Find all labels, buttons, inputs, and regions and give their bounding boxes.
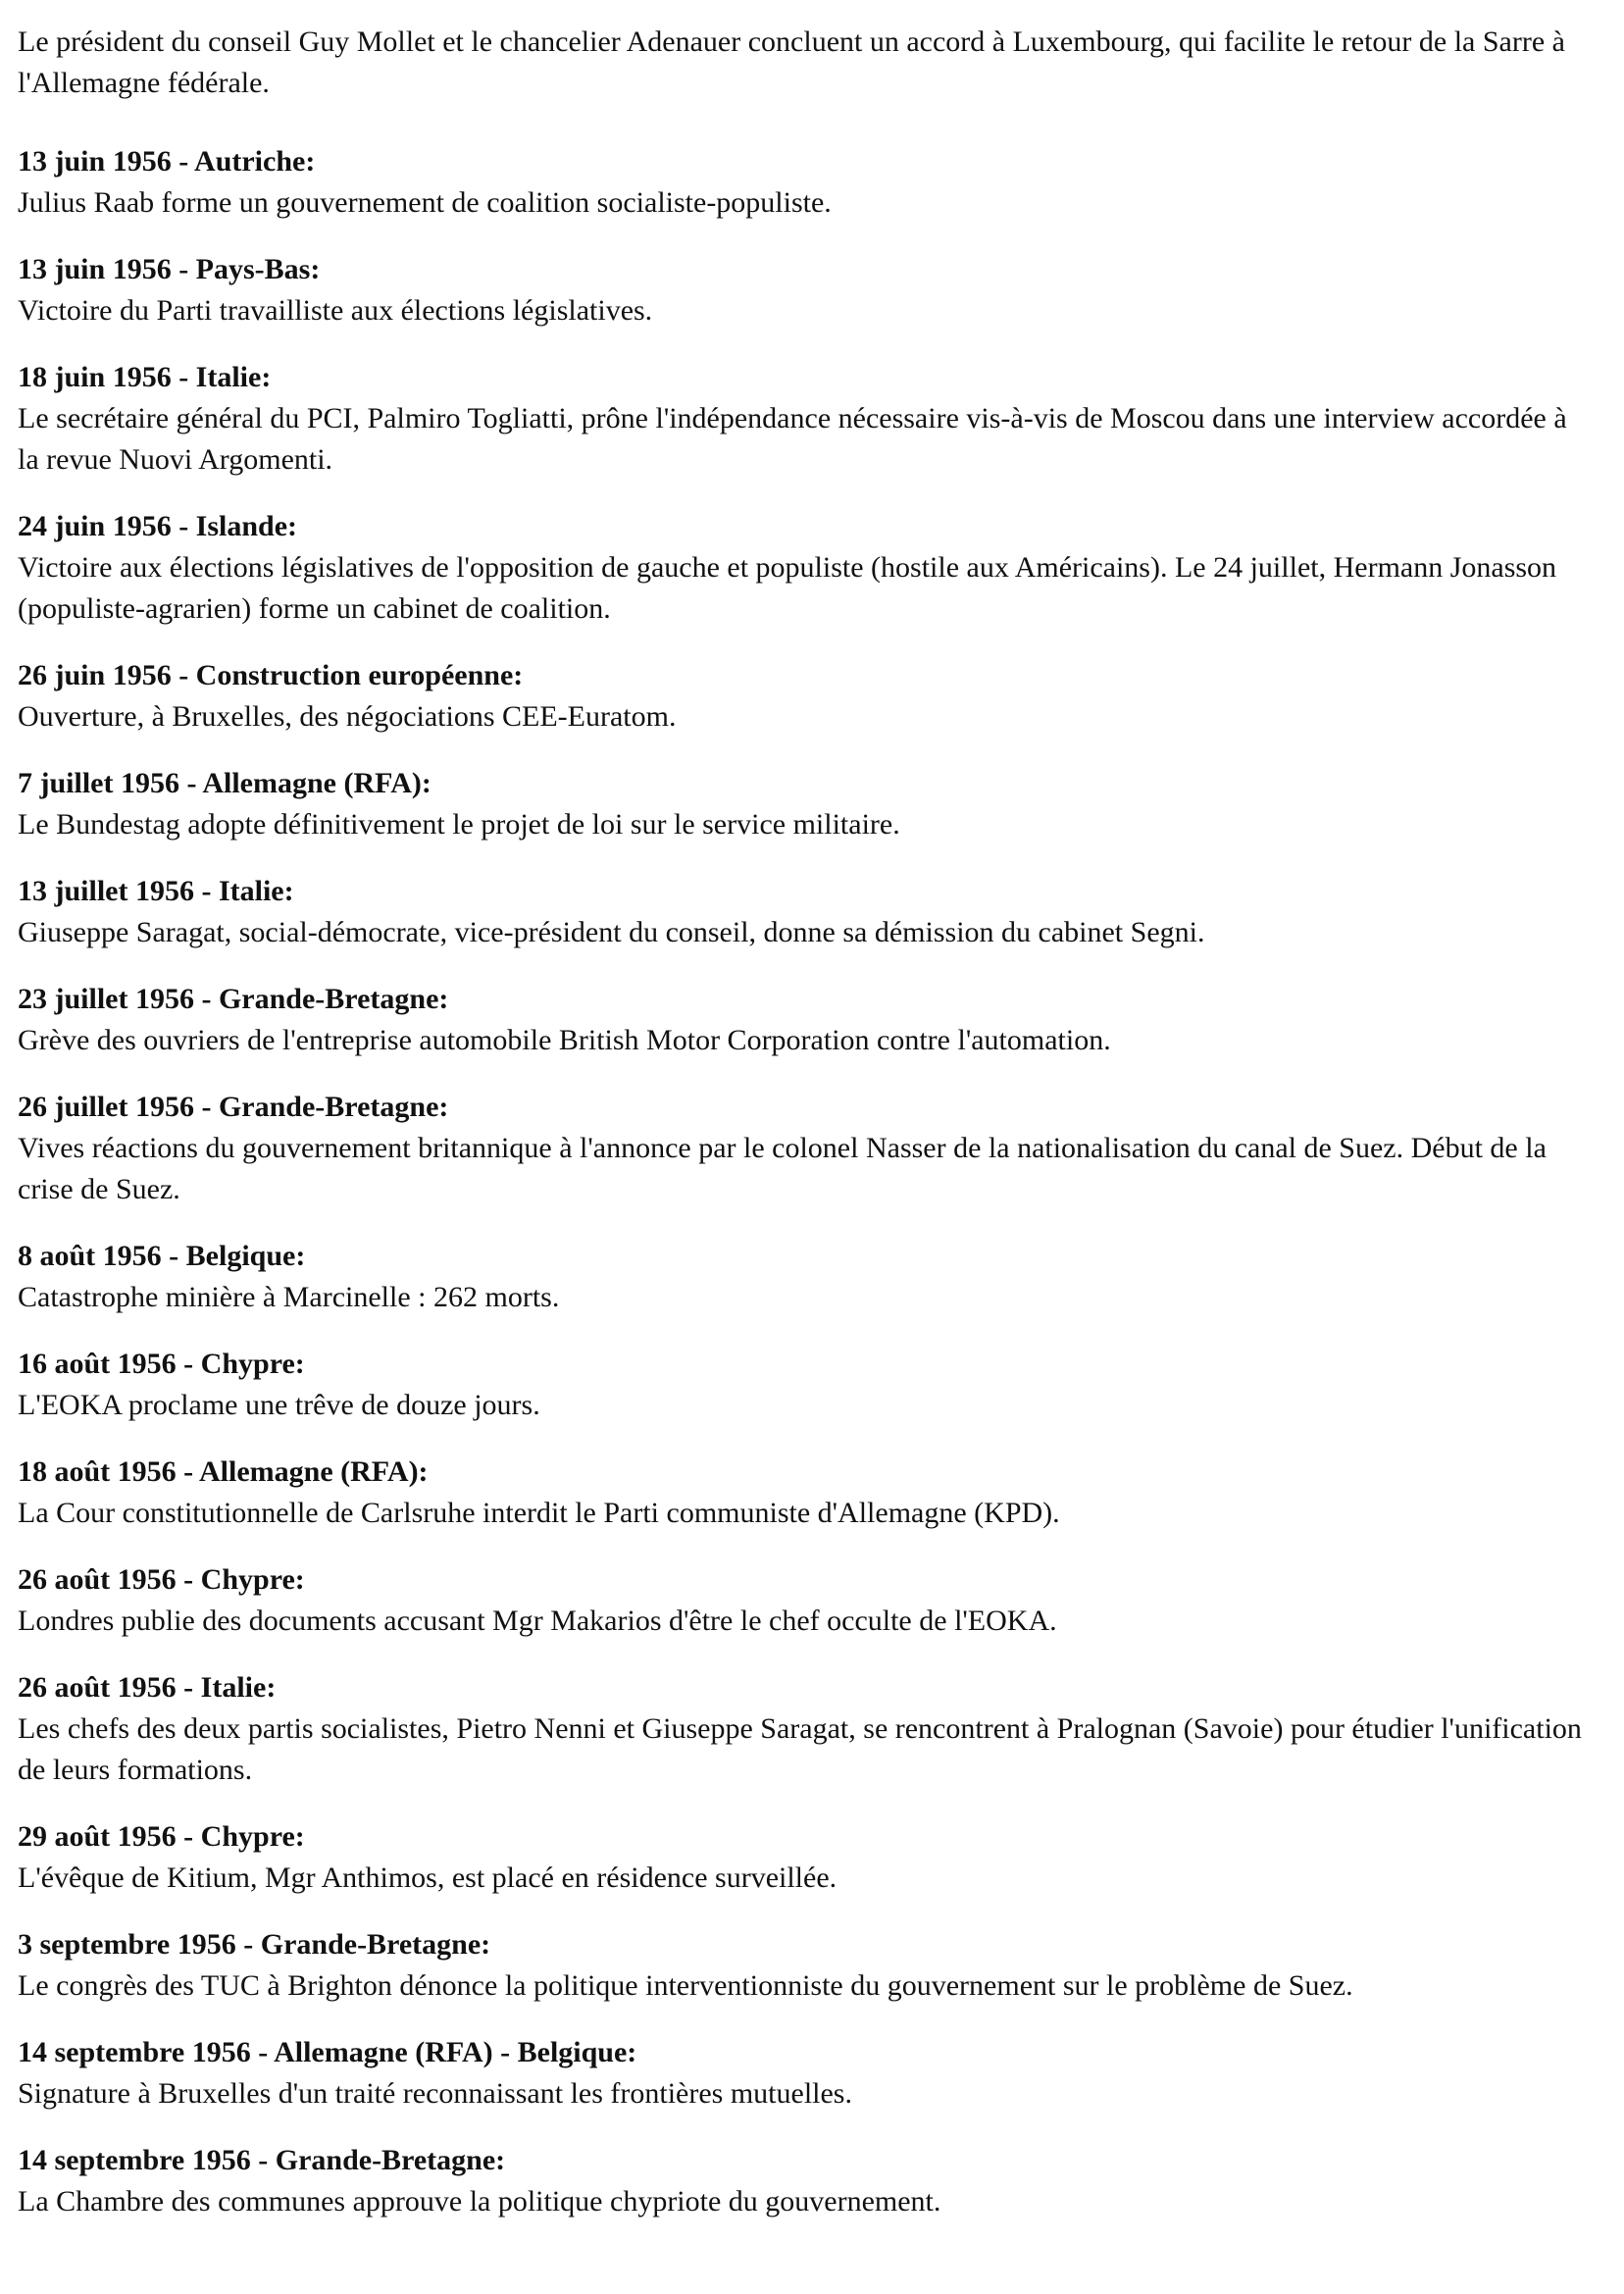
entry-description: Victoire du Parti travailliste aux élections législatives. [18,294,653,327]
entry-description: La Cour constitutionnelle de Carlsruhe interdit le Parti communiste d'Allemagne (KPD). [18,1497,1060,1529]
entry-date-heading: 3 septembre 1956 - Grande-Bretagne: [18,1928,491,1961]
chronology-entry [18,506,1600,630]
entry-description: Catastrophe minière à Marcinelle : 262 morts. [18,1281,560,1313]
entry-description: Ouverture, à Bruxelles, des négociations CEE-Euratom. [18,700,677,733]
chronology-entry [18,1236,1600,1318]
chronology-entry [18,1816,1600,1899]
entry-description: Vives réactions du gouvernement britannique à l'annonce par le colonel Nasser de la nationalisation du canal de Suez. Début de la crise de Suez. [18,1132,1547,1205]
chronology-entry [18,1087,1600,1210]
entry-description: Victoire aux élections législatives de l'opposition de gauche et populiste (hostile aux Américains). Le 24 juillet, Hermann Jonasson (populiste-agrarien) forme un cabinet de coalition. [18,551,1557,625]
entry-date-heading: 8 août 1956 - Belgique: [18,1240,306,1272]
entry-date-heading: 23 juillet 1956 - Grande-Bretagne: [18,983,449,1015]
entry-description: Le secrétaire général du PCI, Palmiro Togliatti, prône l'indépendance nécessaire vis-à-vis de Moscou dans une interview accordée à la revue Nuovi Argomenti. [18,402,1567,476]
entry-date-heading: 14 septembre 1956 - Grande-Bretagne: [18,2144,506,2176]
chronology-entry [18,1344,1600,1426]
chronology-entry [18,2140,1600,2222]
chronology-entry [18,1924,1600,2007]
entry-description: Les chefs des deux partis socialistes, Pietro Nenni et Giuseppe Saragat, se rencontrent à Pralognan (Savoie) pour étudier l'unification de leurs formations. [18,1712,1582,1786]
entry-description: L'évêque de Kitium, Mgr Anthimos, est placé en résidence surveillée. [18,1861,837,1894]
chronology-entry [18,979,1600,1061]
entry-date-heading: 13 juin 1956 - Autriche: [18,145,316,178]
entry-description: Grève des ouvriers de l'entreprise automobile British Motor Corporation contre l'automation. [18,1024,1111,1056]
chronology-entry [18,141,1600,224]
chronology-entry [18,763,1600,845]
chronology-entry [18,1559,1600,1642]
entry-description: Le Bundestag adopte définitivement le projet de loi sur le service militaire. [18,808,900,841]
chronology-entry [18,655,1600,738]
entry-description: Le congrès des TUC à Brighton dénonce la politique interventionniste du gouvernement sur le problème de Suez. [18,1969,1353,2002]
chronology-entry [18,871,1600,953]
entry-date-heading: 13 juin 1956 - Pays-Bas: [18,253,321,285]
entry-date-heading: 24 juin 1956 - Islande: [18,510,298,542]
chronology-entry [18,1452,1600,1534]
entry-date-heading: 26 août 1956 - Italie: [18,1671,277,1704]
chronology-entry [18,249,1600,331]
entry-description: L'EOKA proclame une trêve de douze jours. [18,1389,540,1421]
entry-date-heading: 29 août 1956 - Chypre: [18,1820,305,1853]
entry-date-heading: 18 août 1956 - Allemagne (RFA): [18,1455,429,1488]
chronology-entry [18,357,1600,481]
entry-date-heading: 26 août 1956 - Chypre: [18,1563,305,1596]
chronology-entry [18,1667,1600,1791]
entry-date-heading: 16 août 1956 - Chypre: [18,1348,305,1380]
entry-date-heading: 18 juin 1956 - Italie: [18,361,272,393]
entry-date-heading: 13 juillet 1956 - Italie: [18,875,294,907]
entry-date-heading: 14 septembre 1956 - Allemagne (RFA) - Belgique: [18,2036,637,2068]
entry-date-heading: 26 juin 1956 - Construction européenne: [18,659,524,691]
entry-description: Julius Raab forme un gouvernement de coalition socialiste-populiste. [18,186,832,219]
entry-description: Giuseppe Saragat, social-démocrate, vice-président du conseil, donne sa démission du cabinet Segni. [18,916,1205,948]
entry-description: Londres publie des documents accusant Mgr Makarios d'être le chef occulte de l'EOKA. [18,1605,1057,1637]
entry-description: Signature à Bruxelles d'un traité reconnaissant les frontières mutuelles. [18,2077,852,2110]
entry-description: La Chambre des communes approuve la politique chypriote du gouvernement. [18,2185,941,2218]
intro-paragraph: Le président du conseil Guy Mollet et le chancelier Adenauer concluent un accord à Luxembourg, qui facilite le retour de la Sarre à l'Allemagne fédérale. [18,25,1565,99]
chronology-entry [18,2032,1600,2115]
entry-date-heading: 26 juillet 1956 - Grande-Bretagne: [18,1091,449,1123]
entry-date-heading: 7 juillet 1956 - Allemagne (RFA): [18,767,431,799]
